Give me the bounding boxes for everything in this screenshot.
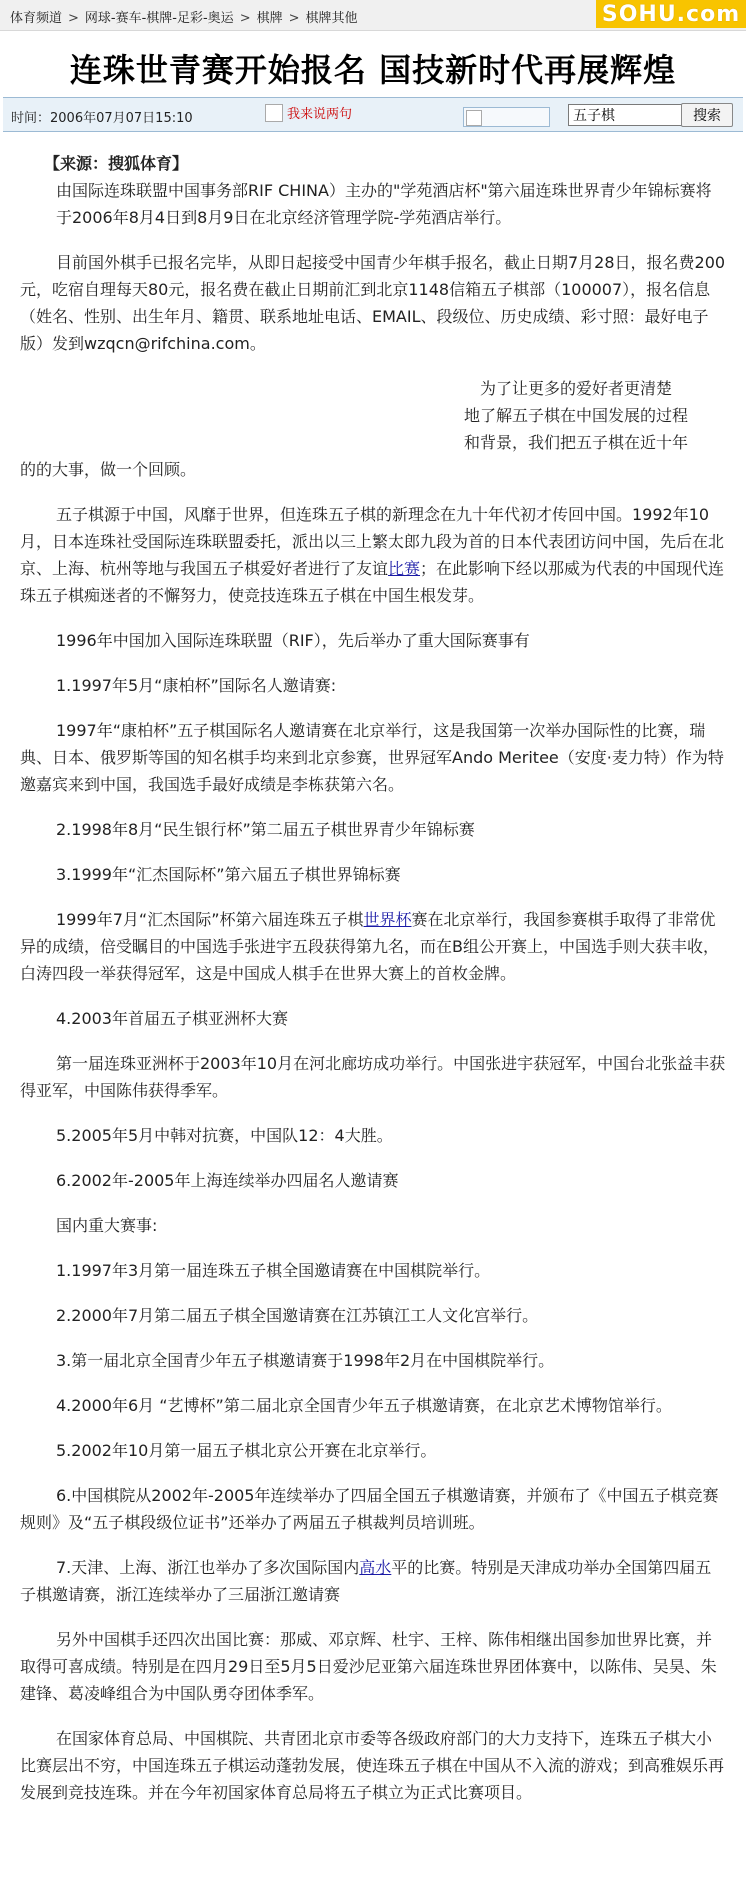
paragraph: 国内重大赛事: <box>56 1216 158 1235</box>
article-headline: 连珠世青赛开始报名 国技新时代再展辉煌 <box>69 51 677 89</box>
breadcrumb-separator: > <box>68 11 79 26</box>
paragraph-line: 地了解五子棋在中国发展的过程 <box>464 406 689 425</box>
paragraph-text: 五子棋源于中国，风靡于世界，但连珠五子棋的新理念在九十年代初才传回中国。1992年10月，日本连珠社受国际连珠联盟委托，派出以三上繁太郎九段为首的日本代表团访问中国，先后在北京、上海、杭州等地与我国五子棋爱好者进行了友谊 <box>20 505 725 578</box>
paragraph: 另外中国棋手还四次出国比赛：那威、邓京辉、杜宇、王梓、陈伟相继出国参加世界比赛，并取得可喜成绩。特别是在四月29日至5月5日爱沙尼亚第六届连珠世界团体赛中，以陈伟、吴昊、朱建锋、葛凌峰组合为中国队勇夺团体季军。 <box>20 1630 717 1703</box>
paragraph-text: 平的比赛。特别是天津成功举办全国第四届五子棋邀请赛，浙江连续举办了三届浙江邀请赛 <box>20 1558 712 1604</box>
article-info-bar <box>3 97 743 132</box>
broken-image-icon <box>265 104 283 122</box>
paragraph-text: ；在此影响下经以那威为代表的中国现代连珠五子棋痴迷者的不懈努力，使竞技连珠五子棋在中国生根发芽。 <box>20 559 725 605</box>
breadcrumb-tennis-racing[interactable]: 网球-赛车-棋牌-足彩-奥运 <box>84 11 234 26</box>
article-body <box>20 150 726 1806</box>
paragraph: 2.1998年8月“民生银行杯”第二届五子棋世界青少年锦标赛 <box>56 820 475 839</box>
paragraph-ragged <box>20 375 726 483</box>
breadcrumb-separator: > <box>288 11 300 26</box>
paragraph-line: 为了让更多的爱好者更清楚 <box>480 379 673 398</box>
breadcrumb-chess-other[interactable]: 棋牌其他 <box>305 11 358 26</box>
paragraph-text: 1999年7月“汇杰国际”杯第六届连珠五子棋 <box>56 910 364 929</box>
comment-link[interactable] <box>265 103 352 122</box>
top-nav-bar <box>0 0 746 31</box>
sohu-logo-text: SOHU.com <box>601 1 741 27</box>
breadcrumb-sports[interactable]: 体育频道 <box>10 11 63 26</box>
paragraph: 在国家体育总局、中国棋院、共青团北京市委等各级政府部门的大力支持下，连珠五子棋大小比赛层出不穷，中国连珠五子棋运动蓬勃发展，使连珠五子棋在中国从不入流的游戏；到高雅娱乐再发展到竞技连珠。并在今年初国家体育总局将五子棋立为正式比赛项目。 <box>20 1729 725 1802</box>
paragraph: 6.2002年-2005年上海连续举办四届名人邀请赛 <box>56 1171 399 1190</box>
paragraph-line: 和背景，我们把五子棋在近十年 <box>464 433 689 452</box>
paragraph: 1.1997年3月第一届连珠五子棋全国邀请赛在中国棋院举行。 <box>56 1261 491 1280</box>
keyword-link-bisai[interactable]: 比赛 <box>388 559 421 578</box>
paragraph: 1.1997年5月“康柏杯”国际名人邀请赛: <box>56 676 337 695</box>
paragraph <box>20 1554 726 1608</box>
paragraph <box>20 501 726 609</box>
paragraph: 3.第一届北京全国青少年五子棋邀请赛于1998年2月在中国棋院举行。 <box>56 1351 555 1370</box>
paragraph-text: 7.天津、上海、浙江也举办了多次国际国内 <box>56 1558 360 1577</box>
paragraph: 1996年中国加入国际连珠联盟（RIF），先后举办了重大国际赛事有 <box>56 631 530 650</box>
breadcrumb-separator: > <box>239 11 251 26</box>
paragraph: 6.中国棋院从2002年-2005年连续举办了四届全国五子棋邀请赛，并颁布了《中国五子棋竞赛规则》及“五子棋段级位证书”还举办了两届五子棋裁判员培训班。 <box>20 1486 719 1532</box>
paragraph: 5.2002年10月第一届五子棋北京公开赛在北京举行。 <box>56 1441 437 1460</box>
search-input[interactable] <box>568 104 682 126</box>
article-source: 【来源：搜狐体育】 <box>44 154 189 173</box>
broken-image-icon <box>466 110 482 126</box>
breadcrumb <box>10 7 358 26</box>
sohu-logo[interactable] <box>596 0 746 28</box>
paragraph: 2.2000年7月第二届五子棋全国邀请赛在江苏镇江工人文化宫举行。 <box>56 1306 539 1325</box>
breadcrumb-chess-cards[interactable]: 棋牌 <box>256 11 283 26</box>
keyword-link-shijiebei[interactable]: 世界杯 <box>363 910 412 929</box>
comment-link-label: 我来说两句 <box>287 107 353 122</box>
paragraph-text: 赛在北京举行，我国参赛棋手取得了非常优异的成绩，倍受瞩目的中国选手张进宇五段获得第九名，而在B组公开赛上，中国选手则大获丰收，白涛四段一举获得冠军，这是中国成人棋手在世界大赛上的首枚金牌。 <box>20 910 719 983</box>
paragraph: 3.1999年“汇杰国际杯”第六届五子棋世界锦标赛 <box>56 865 401 884</box>
keyword-link-gaoshui[interactable]: 高水 <box>359 1558 392 1577</box>
paragraph <box>20 906 726 987</box>
paragraph: 1997年“康柏杯”五子棋国际名人邀请赛在北京举行，这是我国第一次举办国际性的比赛，瑞典、日本、俄罗斯等国的知名棋手均来到北京参赛，世界冠军Ando Meritee（安度·麦力特）作为特邀嘉宾来到中国，我国选手最好成绩是李栋获第六名。 <box>20 721 724 794</box>
search-button[interactable]: 搜索 <box>681 103 733 127</box>
publish-time: 时间：2006年07月07日15:10 <box>11 111 193 126</box>
paragraph: 目前国外棋手已报名完毕，从即日起接受中国青少年棋手报名，截止日期7月28日，报名费200元，吃宿自理每天80元，报名费在截止日期前汇到北京1148信箱五子棋部（100007），报名信息（姓名、性别、出生年月、籍贯、联系地址电话、EMAIL、段级位、历史成绩、彩寸照：最好电子版）发到wzqcn@rifchina.com。 <box>20 253 726 353</box>
paragraph: 第一届连珠亚洲杯于2003年10月在河北廊坊成功举行。中国张进宇获冠军，中国台北张益丰获得亚军，中国陈伟获得季军。 <box>20 1054 726 1100</box>
paragraph: 5.2005年5月中韩对抗赛，中国队12：4大胜。 <box>56 1126 393 1145</box>
paragraph-line: 的的大事，做一个回顾。 <box>20 460 197 479</box>
paragraph: 4.2003年首届五子棋亚洲杯大赛 <box>56 1009 288 1028</box>
paragraph: 由国际连珠联盟中国事务部RIF CHINA）主办的"学苑酒店杯"第六届连珠世界青少年锦标赛将于2006年8月4日到8月9日在北京经济管理学院-学苑酒店举行。 <box>56 181 712 227</box>
paragraph: 4.2000年6月 “艺博杯”第二届北京全国青少年五子棋邀请赛，在北京艺术博物馆举行。 <box>56 1396 672 1415</box>
ad-image-placeholder[interactable] <box>463 107 550 127</box>
